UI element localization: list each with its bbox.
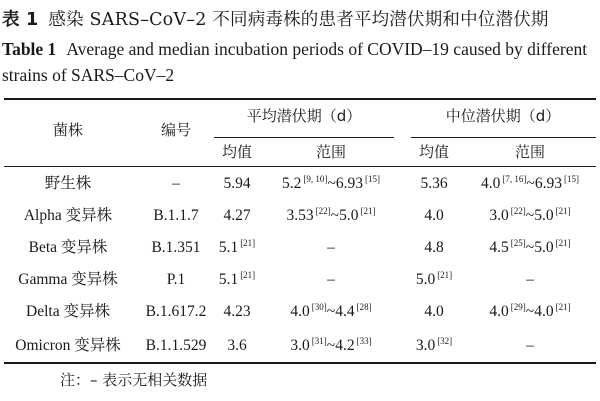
header-mean-range: 范围 [315,143,347,161]
cell-mean-range [290,336,371,356]
median-value: 5.0 [415,271,436,288]
range-high: 4.4 [335,303,355,320]
cell-mean-value [223,174,250,194]
cell-median-value [424,238,443,258]
cell-code: B.1.351 [151,239,201,256]
mean-value: 5.1 [218,271,239,288]
mean-value: 4.27 [223,207,251,224]
cell-strain: Alpha 变异株 [23,207,113,224]
cell-mean-value [219,270,255,290]
cell-mean-value [223,302,250,322]
cell-median-range [489,302,570,322]
range-low-ref: [25] [510,238,526,248]
range-low: 3.0 [290,337,310,354]
mean-group-underline [214,137,394,138]
range-high: 5.0 [534,207,554,224]
cell-median-range [526,336,534,356]
range-low: 4.0 [481,175,501,192]
range-high: 4.0 [534,303,554,320]
cell-median-value [416,270,452,290]
table-label-en: Table 1 [2,39,57,59]
range-high-ref: [21] [555,206,571,216]
range-high-ref: [15] [563,174,579,184]
cell-code: B.1.1.7 [153,207,199,224]
header-mean-value: 均值 [221,143,253,161]
cell-median-range [489,206,570,226]
range-sep: ~ [326,337,336,354]
header-bottom-rule [4,166,596,167]
range-low-ref: [29] [510,302,526,312]
cell-mean-value [219,238,255,258]
cell-strain: Gamma 变异株 [18,271,118,288]
cell-median-value [424,302,443,322]
cell-mean-range [287,206,376,226]
cell-mean-range [290,302,371,322]
range-low-ref: [22] [510,206,526,216]
cell-strain: Omicron 变异株 [15,337,121,354]
range-high: 4.2 [335,337,355,354]
range-sep: ~ [525,239,535,256]
range-low: – [327,239,335,256]
cell-mean-value [223,206,250,226]
header-mean-group: 平均潜伏期（d） [246,107,362,125]
range-high-ref: [21] [360,206,376,216]
cell-median-range [489,238,570,258]
range-sep: ~ [525,303,535,320]
table-top-rule [4,98,596,100]
cell-median-value [416,336,452,356]
range-low: – [526,271,534,288]
table-caption-en [2,36,592,88]
median-ref: [21] [437,270,453,280]
cell-median-range [481,174,579,194]
range-low: 5.2 [282,175,302,192]
range-sep: ~ [525,207,535,224]
mean-value: 5.1 [218,239,239,256]
table-note: 注：– 表示无相关数据 [60,371,208,389]
table-title-en: Average and median incubation periods of COVID–19 caused by different strains of SARS–CoV–2 [2,39,588,85]
range-low: 4.5 [489,239,509,256]
median-ref: [32] [437,336,453,346]
range-low-ref: [30] [311,302,327,312]
range-sep: ~ [326,303,336,320]
range-low: 3.53 [286,207,314,224]
range-low-ref: [7, 16] [502,174,527,184]
cell-mean-range [282,174,380,194]
median-value: 4.8 [424,239,444,256]
range-high-ref: [33] [356,336,372,346]
cell-strain: 野生株 [44,175,92,192]
median-value: 4.0 [424,207,444,224]
median-value: 3.0 [415,337,436,354]
range-low-ref: [31] [311,336,327,346]
table-caption-zh [2,6,549,31]
range-high-ref: [28] [356,302,372,312]
range-low: – [526,337,534,354]
header-median-group: 中位潜伏期（d） [445,107,561,125]
mean-value: 3.6 [227,337,247,354]
header-median-value: 均值 [418,143,450,161]
cell-median-value [420,174,447,194]
range-high: 6.93 [534,175,562,192]
range-sep: ~ [327,175,336,192]
range-high-ref: [15] [364,174,380,184]
mean-value: 4.23 [223,303,251,320]
header-code: 编号 [160,121,192,139]
cell-strain: Delta 变异株 [26,303,110,320]
median-group-underline [411,137,596,138]
header-median-range: 范围 [514,143,546,161]
mean-value: 5.94 [223,175,251,192]
cell-strain: Beta 变异株 [28,239,108,256]
cell-mean-value [227,336,246,356]
range-low: 4.0 [489,303,509,320]
range-low: 3.0 [489,207,509,224]
cell-mean-range [327,270,335,290]
range-low: 4.0 [290,303,310,320]
range-high-ref: [21] [555,238,571,248]
cell-code: B.1.1.529 [145,337,207,354]
cell-mean-range [327,238,335,258]
mean-ref: [21] [240,238,256,248]
cell-code: – [172,175,180,192]
cell-median-range [526,270,534,290]
range-high: 6.93 [335,175,363,192]
range-low-ref: [22] [315,206,331,216]
median-value: 5.36 [420,175,448,192]
range-low: – [327,271,335,288]
median-value: 4.0 [424,303,444,320]
header-strain: 菌株 [52,121,84,139]
range-low-ref: [9, 10] [303,174,328,184]
range-high: 5.0 [339,207,359,224]
cell-median-value [424,206,443,226]
cell-code: B.1.617.2 [145,303,207,320]
range-sep: ~ [330,207,340,224]
range-high-ref: [21] [555,302,571,312]
range-high: 5.0 [534,239,554,256]
cell-code: P.1 [166,271,186,288]
table-title-zh: 感染 SARS–CoV–2 不同病毒株的患者平均潜伏期和中位潜伏期 [48,10,549,30]
range-sep: ~ [526,175,535,192]
table-label-zh: 表 1 [2,10,39,30]
table-bottom-rule [4,362,596,364]
mean-ref: [21] [240,270,256,280]
